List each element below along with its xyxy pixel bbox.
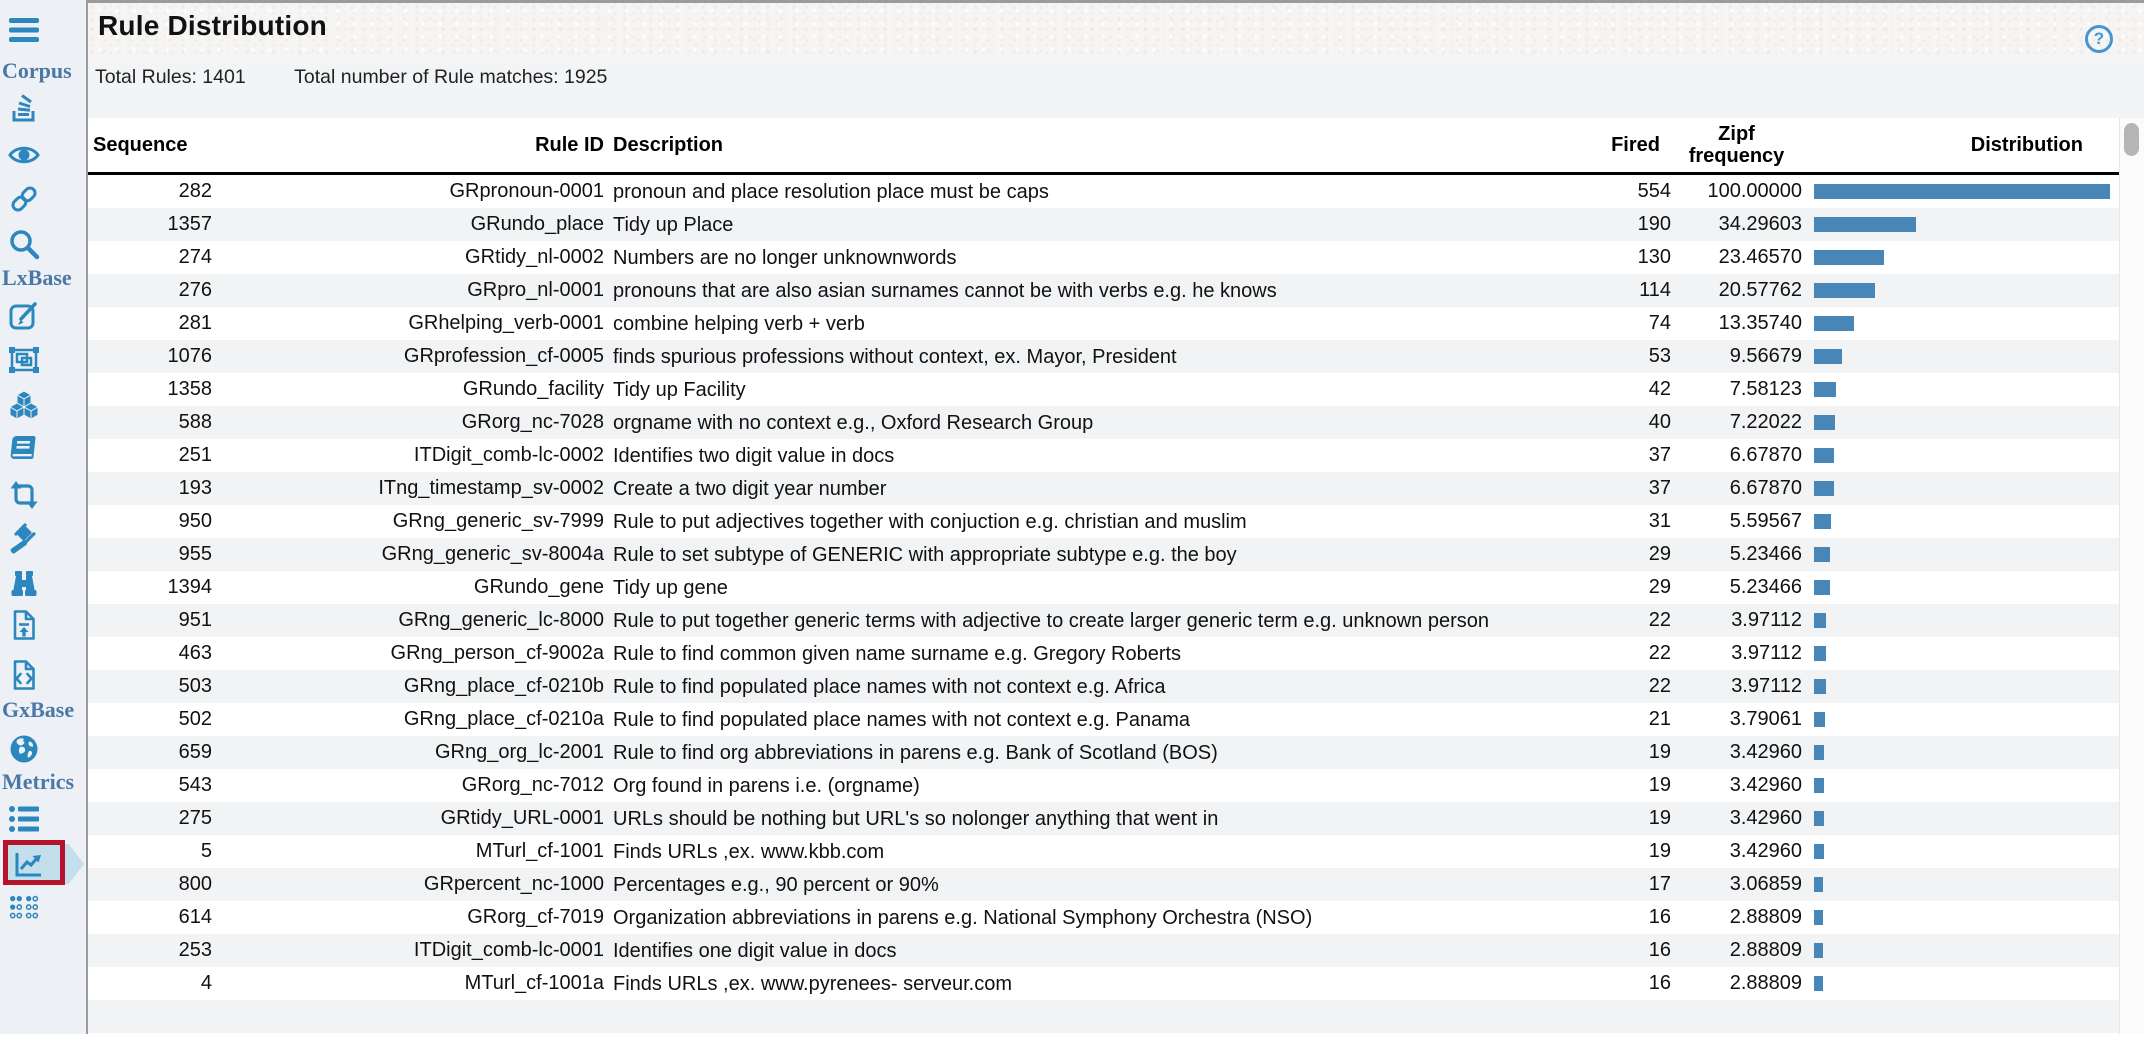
sidebar-item-edit[interactable] <box>8 300 78 332</box>
description-cell: Tidy up Facility <box>613 378 746 401</box>
column-header-rule-id: Rule ID <box>535 134 604 156</box>
sidebar-section-lxbase: LxBase <box>2 265 72 290</box>
distribution-bar <box>1814 580 1830 595</box>
fired-cell: 31 <box>1648 510 1671 532</box>
rule-id-cell: GRundo_place <box>470 213 604 235</box>
zipf-cell: 7.58123 <box>1729 378 1802 400</box>
distribution-bar <box>1814 283 1875 298</box>
table-row[interactable] <box>88 307 2119 340</box>
rule-id-cell: GRng_person_cf-9002a <box>390 642 604 664</box>
distribution-bar <box>1814 712 1825 727</box>
globe-icon <box>8 733 40 765</box>
zipf-cell: 3.97112 <box>1731 675 1802 697</box>
rule-id-cell: GRpro_nl-0001 <box>467 279 604 301</box>
fired-cell: 19 <box>1648 807 1671 829</box>
description-cell: Percentages e.g., 90 percent or 90% <box>613 873 939 896</box>
sidebar-item-gavel[interactable] <box>8 523 78 555</box>
table-row[interactable] <box>88 208 2119 241</box>
rule-id-cell: GRundo_gene <box>473 576 604 598</box>
distribution-bar <box>1814 217 1916 232</box>
zipf-cell: 100.00000 <box>1707 180 1802 202</box>
file-upload-icon <box>8 609 40 641</box>
menu-icon <box>8 14 40 46</box>
column-header-fired: Fired <box>1611 134 1660 156</box>
column-header-sequence: Sequence <box>93 134 188 156</box>
distribution-bar <box>1814 448 1834 463</box>
cubes-icon <box>8 389 40 421</box>
annotation-box <box>3 840 65 885</box>
rule-id-cell: GRundo_facility <box>462 378 604 400</box>
description-cell: Organization abbreviations in parens e.g. National Symphony Orchestra (NSO) <box>613 906 1313 929</box>
zipf-cell: 3.97112 <box>1731 609 1802 631</box>
sequence-cell: 955 <box>178 543 212 565</box>
stats-bar <box>88 60 2144 118</box>
table-row[interactable] <box>88 901 2119 934</box>
fired-cell: 190 <box>1637 213 1671 235</box>
zipf-cell: 3.06859 <box>1729 873 1802 895</box>
zipf-cell: 23.46570 <box>1718 246 1802 268</box>
description-cell: Identifies one digit value in docs <box>613 939 897 962</box>
rule-id-cell: GRng_place_cf-0210a <box>403 708 604 730</box>
sequence-cell: 1394 <box>167 576 212 598</box>
rule-id-cell: ITng_timestamp_sv-0002 <box>378 477 604 499</box>
main-content <box>86 0 2144 1034</box>
fired-cell: 74 <box>1648 312 1671 334</box>
column-header-distribution: Distribution <box>1970 134 2083 156</box>
distribution-bar <box>1814 481 1834 496</box>
total-rules-text: Total Rules: 1401 <box>95 66 246 88</box>
table-row[interactable] <box>88 571 2119 604</box>
fired-cell: 16 <box>1648 972 1671 994</box>
distribution-cell <box>1802 547 2119 562</box>
table-row[interactable] <box>88 538 2119 571</box>
fired-cell: 19 <box>1648 840 1671 862</box>
distribution-bar <box>1814 349 1842 364</box>
fired-cell: 130 <box>1637 246 1671 268</box>
rule-id-cell: GRng_generic_sv-7999 <box>392 510 604 532</box>
distribution-bar <box>1814 745 1824 760</box>
edit-icon <box>8 300 40 332</box>
zipf-cell: 5.59567 <box>1729 510 1802 532</box>
description-cell: Numbers are no longer unknownwords <box>613 246 957 269</box>
table-row[interactable] <box>88 241 2119 274</box>
zipf-cell: 3.42960 <box>1729 774 1802 796</box>
description-cell: Tidy up Place <box>613 213 734 236</box>
table-row[interactable] <box>88 472 2119 505</box>
distribution-bar <box>1814 382 1836 397</box>
distribution-cell <box>1802 514 2119 529</box>
zipf-cell: 20.57762 <box>1718 279 1802 301</box>
rule-id-cell: GRng_generic_sv-8004a <box>381 543 604 565</box>
fired-cell: 21 <box>1648 708 1671 730</box>
description-cell: Finds URLs ,ex. www.kbb.com <box>613 840 885 863</box>
scrollbar[interactable] <box>2119 118 2144 1034</box>
description-cell: Rule to find populated place names with not context e.g. Panama <box>613 708 1191 731</box>
distribution-cell <box>1802 778 2119 793</box>
table-row[interactable] <box>88 769 2119 802</box>
distribution-cell <box>1802 316 2119 331</box>
table-row[interactable] <box>88 637 2119 670</box>
sequence-cell: 275 <box>178 807 212 829</box>
table-row[interactable] <box>88 505 2119 538</box>
rule-id-cell: GRng_generic_lc-8000 <box>398 609 604 631</box>
sidebar-item-list[interactable] <box>8 803 78 835</box>
zipf-cell: 13.35740 <box>1718 312 1802 334</box>
zipf-cell: 3.97112 <box>1731 642 1802 664</box>
sequence-cell: 659 <box>178 741 212 763</box>
file-code-icon <box>8 659 40 691</box>
zipf-cell: 5.23466 <box>1729 543 1802 565</box>
distribution-cell <box>1802 976 2119 991</box>
distribution-cell <box>1802 811 2119 826</box>
zipf-cell: 2.88809 <box>1729 906 1802 928</box>
fired-cell: 37 <box>1648 477 1671 499</box>
scrollbar-thumb[interactable] <box>2124 123 2139 156</box>
rule-id-cell: MTurl_cf-1001a <box>464 972 604 994</box>
sequence-cell: 276 <box>178 279 212 301</box>
rule-id-cell: ITDigit_comb-lc-0001 <box>413 939 604 961</box>
table-row[interactable] <box>88 604 2119 637</box>
rule-id-cell: GRprofession_cf-0005 <box>403 345 604 367</box>
sequence-cell: 281 <box>178 312 212 334</box>
sequence-cell: 502 <box>178 708 212 730</box>
sidebar-item-search[interactable] <box>8 228 78 260</box>
sequence-cell: 1076 <box>167 345 212 367</box>
rule-id-cell: GRorg_nc-7012 <box>461 774 604 796</box>
total-matches-text: Total number of Rule matches: 1925 <box>294 66 608 88</box>
rule-id-cell: GRng_org_lc-2001 <box>435 741 604 763</box>
table-row[interactable] <box>88 967 2119 1000</box>
repeat-icon <box>8 479 40 511</box>
distribution-bar <box>1814 910 1823 925</box>
distribution-cell <box>1802 481 2119 496</box>
distribution-bar <box>1814 547 1830 562</box>
distribution-bar <box>1814 415 1835 430</box>
sidebar-item-eye[interactable] <box>8 139 78 171</box>
fired-cell: 19 <box>1648 774 1671 796</box>
description-cell: URLs should be nothing but URL's so nolonger anything that went in <box>613 807 1219 830</box>
table-row[interactable] <box>88 934 2119 967</box>
binoculars-icon <box>8 567 40 599</box>
description-cell: combine helping verb + verb <box>613 312 865 335</box>
fired-cell: 16 <box>1648 906 1671 928</box>
rule-id-cell: GRpercent_nc-1000 <box>423 873 604 895</box>
distribution-cell <box>1802 382 2119 397</box>
description-cell: finds spurious professions without context, ex. Mayor, President <box>613 345 1177 368</box>
table-row[interactable] <box>88 835 2119 868</box>
sidebar-item-book[interactable] <box>8 433 78 465</box>
table-row[interactable] <box>88 340 2119 373</box>
sidebar <box>0 0 86 1034</box>
zipf-cell: 3.79061 <box>1729 708 1802 730</box>
zipf-cell: 2.88809 <box>1729 939 1802 961</box>
table-row[interactable] <box>88 868 2119 901</box>
description-cell: Org found in parens i.e. (orgname) <box>613 774 920 797</box>
sequence-cell: 1357 <box>167 213 212 235</box>
description-cell: Rule to set subtype of GENERIC with appropriate subtype e.g. the boy <box>613 543 1237 566</box>
sequence-cell: 503 <box>178 675 212 697</box>
description-cell: Rule to find common given name surname e.g. Gregory Roberts <box>613 642 1182 665</box>
sequence-cell: 193 <box>178 477 212 499</box>
zipf-cell: 6.67870 <box>1729 477 1802 499</box>
rule-id-cell: GRtidy_nl-0002 <box>465 246 604 268</box>
rule-id-cell: MTurl_cf-1001 <box>475 840 604 862</box>
distribution-cell <box>1802 745 2119 760</box>
description-cell: Identifies two digit value in docs <box>613 444 895 467</box>
zipf-cell: 5.23466 <box>1729 576 1802 598</box>
table-row[interactable] <box>88 274 2119 307</box>
description-cell: Create a two digit year number <box>613 477 887 500</box>
sidebar-item-menu[interactable] <box>8 14 78 46</box>
sidebar-item-dots-grid[interactable] <box>8 893 78 925</box>
sidebar-item-cubes[interactable] <box>8 389 78 421</box>
table-row[interactable] <box>88 802 2119 835</box>
distribution-bar <box>1814 646 1826 661</box>
distribution-bar <box>1814 184 2110 199</box>
sequence-cell: 5 <box>200 840 212 862</box>
table-row[interactable] <box>88 736 2119 769</box>
sidebar-item-link[interactable] <box>8 183 78 215</box>
distribution-cell <box>1802 349 2119 364</box>
sidebar-item-repeat[interactable] <box>8 479 78 511</box>
fired-cell: 554 <box>1637 180 1671 202</box>
sidebar-item-binoculars[interactable] <box>8 567 78 599</box>
fired-cell: 17 <box>1648 873 1671 895</box>
column-header-description: Description <box>613 134 724 156</box>
distribution-bar <box>1814 844 1824 859</box>
sequence-cell: 463 <box>178 642 212 664</box>
fired-cell: 29 <box>1648 576 1671 598</box>
sequence-cell: 543 <box>178 774 212 796</box>
sequence-cell: 950 <box>178 510 212 532</box>
fired-cell: 37 <box>1648 444 1671 466</box>
distribution-bar <box>1814 514 1831 529</box>
rule-id-cell: ITDigit_comb-lc-0002 <box>413 444 604 466</box>
sequence-cell: 251 <box>178 444 212 466</box>
eye-icon <box>8 139 40 171</box>
sidebar-section-gxbase: GxBase <box>2 697 75 722</box>
zipf-cell: 6.67870 <box>1729 444 1802 466</box>
sidebar-item-chart-line[interactable] <box>0 840 92 890</box>
sequence-cell: 951 <box>178 609 212 631</box>
list-icon <box>8 803 40 835</box>
rule-id-cell: GRng_place_cf-0210b <box>403 675 604 697</box>
link-icon <box>8 183 40 215</box>
zipf-cell: 3.42960 <box>1729 741 1802 763</box>
dots-grid-icon <box>8 893 40 925</box>
distribution-bar <box>1814 811 1824 826</box>
distribution-cell <box>1802 613 2119 628</box>
distribution-cell <box>1802 712 2119 727</box>
sidebar-item-file-code[interactable] <box>8 659 78 691</box>
search-icon <box>8 228 40 260</box>
object-group-icon <box>8 344 40 376</box>
zipf-cell: 3.42960 <box>1729 840 1802 862</box>
column-header-zipf: Zipf frequency <box>1688 123 1785 167</box>
description-cell: orgname with no context e.g., Oxford Research Group <box>613 411 1094 434</box>
distribution-bar <box>1814 976 1823 991</box>
rule-id-cell: GRhelping_verb-0001 <box>408 312 604 334</box>
fired-cell: 16 <box>1648 939 1671 961</box>
distribution-cell <box>1802 415 2119 430</box>
fired-cell: 19 <box>1648 741 1671 763</box>
sidebar-item-globe[interactable] <box>8 733 78 765</box>
table-row[interactable] <box>88 406 2119 439</box>
rule-id-cell: GRpronoun-0001 <box>449 180 604 202</box>
rule-id-cell: GRorg_cf-7019 <box>467 906 604 928</box>
sequence-cell: 4 <box>200 972 212 994</box>
sequence-cell: 800 <box>178 873 212 895</box>
fired-cell: 53 <box>1648 345 1671 367</box>
zipf-cell: 3.42960 <box>1729 807 1802 829</box>
distribution-bar <box>1814 316 1854 331</box>
fired-cell: 29 <box>1648 543 1671 565</box>
help-button[interactable] <box>2085 25 2113 53</box>
distribution-cell <box>1802 679 2119 694</box>
description-cell: Finds URLs ,ex. www.pyrenees- serveur.com <box>613 972 1013 995</box>
fired-cell: 40 <box>1648 411 1671 433</box>
table-row[interactable] <box>88 373 2119 406</box>
question-icon: ? <box>2093 29 2105 48</box>
fired-cell: 22 <box>1648 609 1671 631</box>
distribution-bar <box>1814 679 1826 694</box>
zipf-cell: 7.22022 <box>1729 411 1802 433</box>
distribution-cell <box>1802 250 2119 265</box>
fired-cell: 22 <box>1648 642 1671 664</box>
sequence-cell: 614 <box>178 906 212 928</box>
sidebar-section-corpus: Corpus <box>2 58 72 83</box>
description-cell: Rule to put together generic terms with adjective to create larger generic term e.g. unknown person <box>613 609 1490 632</box>
sequence-cell: 1358 <box>167 378 212 400</box>
distribution-bar <box>1814 613 1826 628</box>
sidebar-item-file-upload[interactable] <box>8 609 78 641</box>
distribution-cell <box>1802 184 2119 199</box>
distribution-cell <box>1802 943 2119 958</box>
rule-id-cell: GRorg_nc-7028 <box>461 411 604 433</box>
sidebar-section-metrics: Metrics <box>2 769 75 794</box>
distribution-cell <box>1802 580 2119 595</box>
distribution-cell <box>1802 877 2119 892</box>
zipf-cell: 9.56679 <box>1729 345 1802 367</box>
description-cell: Tidy up gene <box>613 576 728 599</box>
sidebar-item-stack[interactable] <box>8 92 78 124</box>
distribution-bar <box>1814 943 1823 958</box>
distribution-bar <box>1814 778 1824 793</box>
table-row <box>88 1000 2119 1033</box>
table-body <box>88 175 2119 1037</box>
fired-cell: 42 <box>1648 378 1671 400</box>
sequence-cell: 282 <box>178 180 212 202</box>
description-cell: pronoun and place resolution place must be caps <box>613 180 1049 203</box>
distribution-bar <box>1814 250 1884 265</box>
distribution-cell <box>1802 448 2119 463</box>
table-row[interactable] <box>88 670 2119 703</box>
distribution-cell <box>1802 283 2119 298</box>
distribution-cell <box>1802 910 2119 925</box>
distribution-cell <box>1802 217 2119 232</box>
page-title: Rule Distribution <box>98 10 327 41</box>
table-row[interactable] <box>88 175 2119 208</box>
description-cell: pronouns that are also asian surnames cannot be with verbs e.g. he knows <box>613 279 1277 302</box>
gavel-icon <box>8 523 40 555</box>
table-row[interactable] <box>88 703 2119 736</box>
book-icon <box>8 433 40 465</box>
distribution-cell <box>1802 646 2119 661</box>
sequence-cell: 274 <box>178 246 212 268</box>
rule-id-cell: GRtidy_URL-0001 <box>440 807 604 829</box>
description-cell: Rule to find org abbreviations in parens e.g. Bank of Scotland (BOS) <box>613 741 1218 764</box>
sidebar-item-object-group[interactable] <box>8 344 78 376</box>
table-header <box>88 118 2119 175</box>
description-cell: Rule to find populated place names with not context e.g. Africa <box>613 675 1166 698</box>
sequence-cell: 588 <box>178 411 212 433</box>
distribution-bar <box>1814 877 1823 892</box>
zipf-cell: 34.29603 <box>1718 213 1802 235</box>
description-cell: Rule to put adjectives together with conjuction e.g. christian and muslim <box>613 510 1247 533</box>
zipf-cell: 2.88809 <box>1729 972 1802 994</box>
title-band <box>88 3 2144 60</box>
distribution-cell <box>1802 844 2119 859</box>
sequence-cell: 253 <box>178 939 212 961</box>
stack-icon <box>8 92 40 124</box>
fired-cell: 22 <box>1648 675 1671 697</box>
fired-cell: 114 <box>1639 279 1671 301</box>
table-row[interactable] <box>88 439 2119 472</box>
